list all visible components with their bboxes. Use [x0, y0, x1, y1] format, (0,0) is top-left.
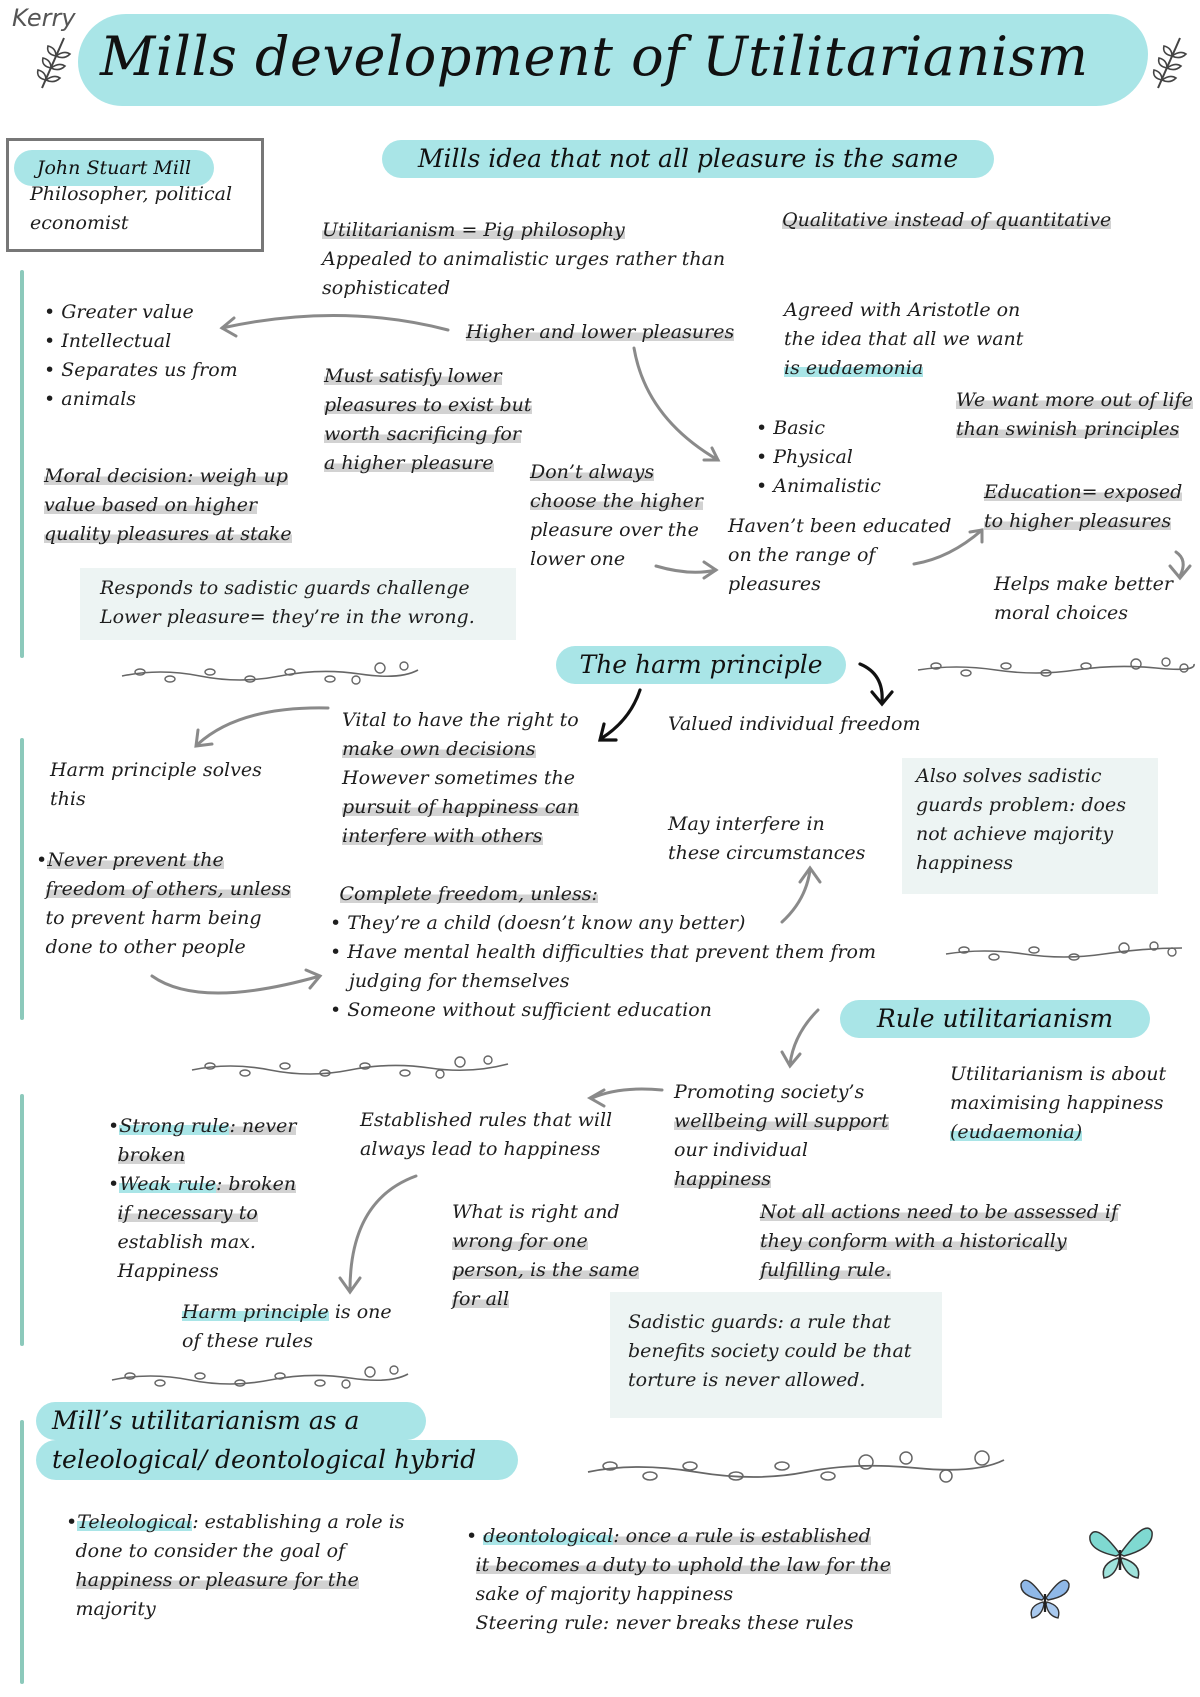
swinish-note: We want more out of life than swinish principles — [956, 389, 1193, 440]
section-heading-line2: teleological/ deontological hybrid — [36, 1440, 518, 1480]
profile-name: John Stuart Mill — [14, 150, 214, 186]
profile-desc: Philosopher, political economist — [30, 183, 233, 234]
greater-value-list: • Greater value • Intellectual • Separates us from • animals — [44, 301, 238, 410]
pig-philosophy-note: Utilitarianism = Pig philosophy Appealed to animalistic urges rather than sophisticated — [322, 219, 726, 299]
sadistic-guards-text: Responds to sadistic guards challenge Lower pleasure= they’re in the wrong. — [100, 577, 475, 628]
right-wrong-note: What is right and wrong for one person, is the same for all — [452, 1201, 640, 1310]
basic-pleasures-list: • Basic • Physical • Animalistic — [756, 417, 881, 497]
sadistic-rule-text: Sadistic guards: a rule that benefits society could be that torture is never allowed. — [628, 1311, 912, 1391]
section-heading: Rule utilitarianism — [840, 1000, 1150, 1038]
education-note: Education= exposed to higher pleasures — [984, 481, 1183, 532]
section-heading-line1: Mill’s utilitarianism as a — [36, 1402, 426, 1440]
complete-freedom-list: Complete freedom, unless: • They’re a child (doesn’t know any better) • Have mental health difficulties that prevent them from judging for themselves • Someone without sufficient education — [330, 883, 877, 1021]
vine-divider-icon — [586, 1448, 1006, 1492]
vine-divider-icon — [110, 1364, 410, 1394]
qualitative-note: Qualitative instead of quantitative — [782, 209, 1112, 231]
not-educated-note: Haven’t been educated on the range of pleasures — [728, 515, 952, 595]
not-all-actions-note: Not all actions need to be assessed if they conform with a historically fulfilling rule. — [760, 1201, 1119, 1281]
page-title: Mills development of Utilitarianism — [100, 25, 1089, 88]
promoting-society-note: Promoting society’s wellbeing will support our individual happiness — [674, 1081, 889, 1190]
harm-solves-note: Harm principle solves this — [50, 759, 262, 810]
butterfly-icon — [1018, 1572, 1072, 1622]
teleological-note: •Teleological: establishing a role is done to consider the goal of happiness or pleasure for the majority — [66, 1511, 405, 1620]
moral-decision-note: Moral decision: weigh up value based on higher quality pleasures at stake — [44, 465, 292, 545]
vital-right-note: Vital to have the right to make own decisions However sometimes the pursuit of happiness can interfere with others — [342, 709, 579, 847]
deontological-note: • deontological: once a rule is established it becomes a duty to uphold the law for the sake of majority happiness Steering rule: never breaks these rules — [466, 1525, 892, 1634]
dont-always-note: Don’t always choose the higher pleasure over the lower one — [530, 461, 703, 570]
valued-freedom-note: Valued individual freedom — [668, 713, 921, 735]
may-interfere-note: May interfere in these circumstances — [668, 813, 866, 864]
higher-lower-note: Higher and lower pleasures — [466, 321, 735, 343]
harm-rule-note: Harm principle is one of these rules — [182, 1301, 392, 1352]
helps-note: Helps make better moral choices — [994, 573, 1173, 624]
strong-weak-rule-list: •Strong rule: never broken •Weak rule: broken if necessary to establish max. Happiness — [108, 1115, 297, 1282]
aristotle-note: Agreed with Aristotle on the idea that all we want is eudaemonia — [784, 299, 1024, 379]
also-solves-text: Also solves sadistic guards problem: does not achieve majority happiness — [916, 765, 1126, 874]
established-rules-note: Established rules that will always lead to happiness — [360, 1109, 613, 1160]
section-heading: Mills idea that not all pleasure is the same — [382, 140, 994, 178]
never-prevent-note: •Never prevent the freedom of others, unless to prevent harm being done to other people — [36, 849, 292, 958]
maximising-note: Utilitarianism is about maximising happiness (eudaemonia) — [950, 1063, 1167, 1143]
must-satisfy-note: Must satisfy lower pleasures to exist but worth sacrificing for a higher pleasure — [324, 365, 532, 474]
section-heading: The harm principle — [556, 646, 846, 684]
butterfly-icon — [1086, 1520, 1156, 1582]
author-signature: Kerry — [12, 4, 76, 32]
